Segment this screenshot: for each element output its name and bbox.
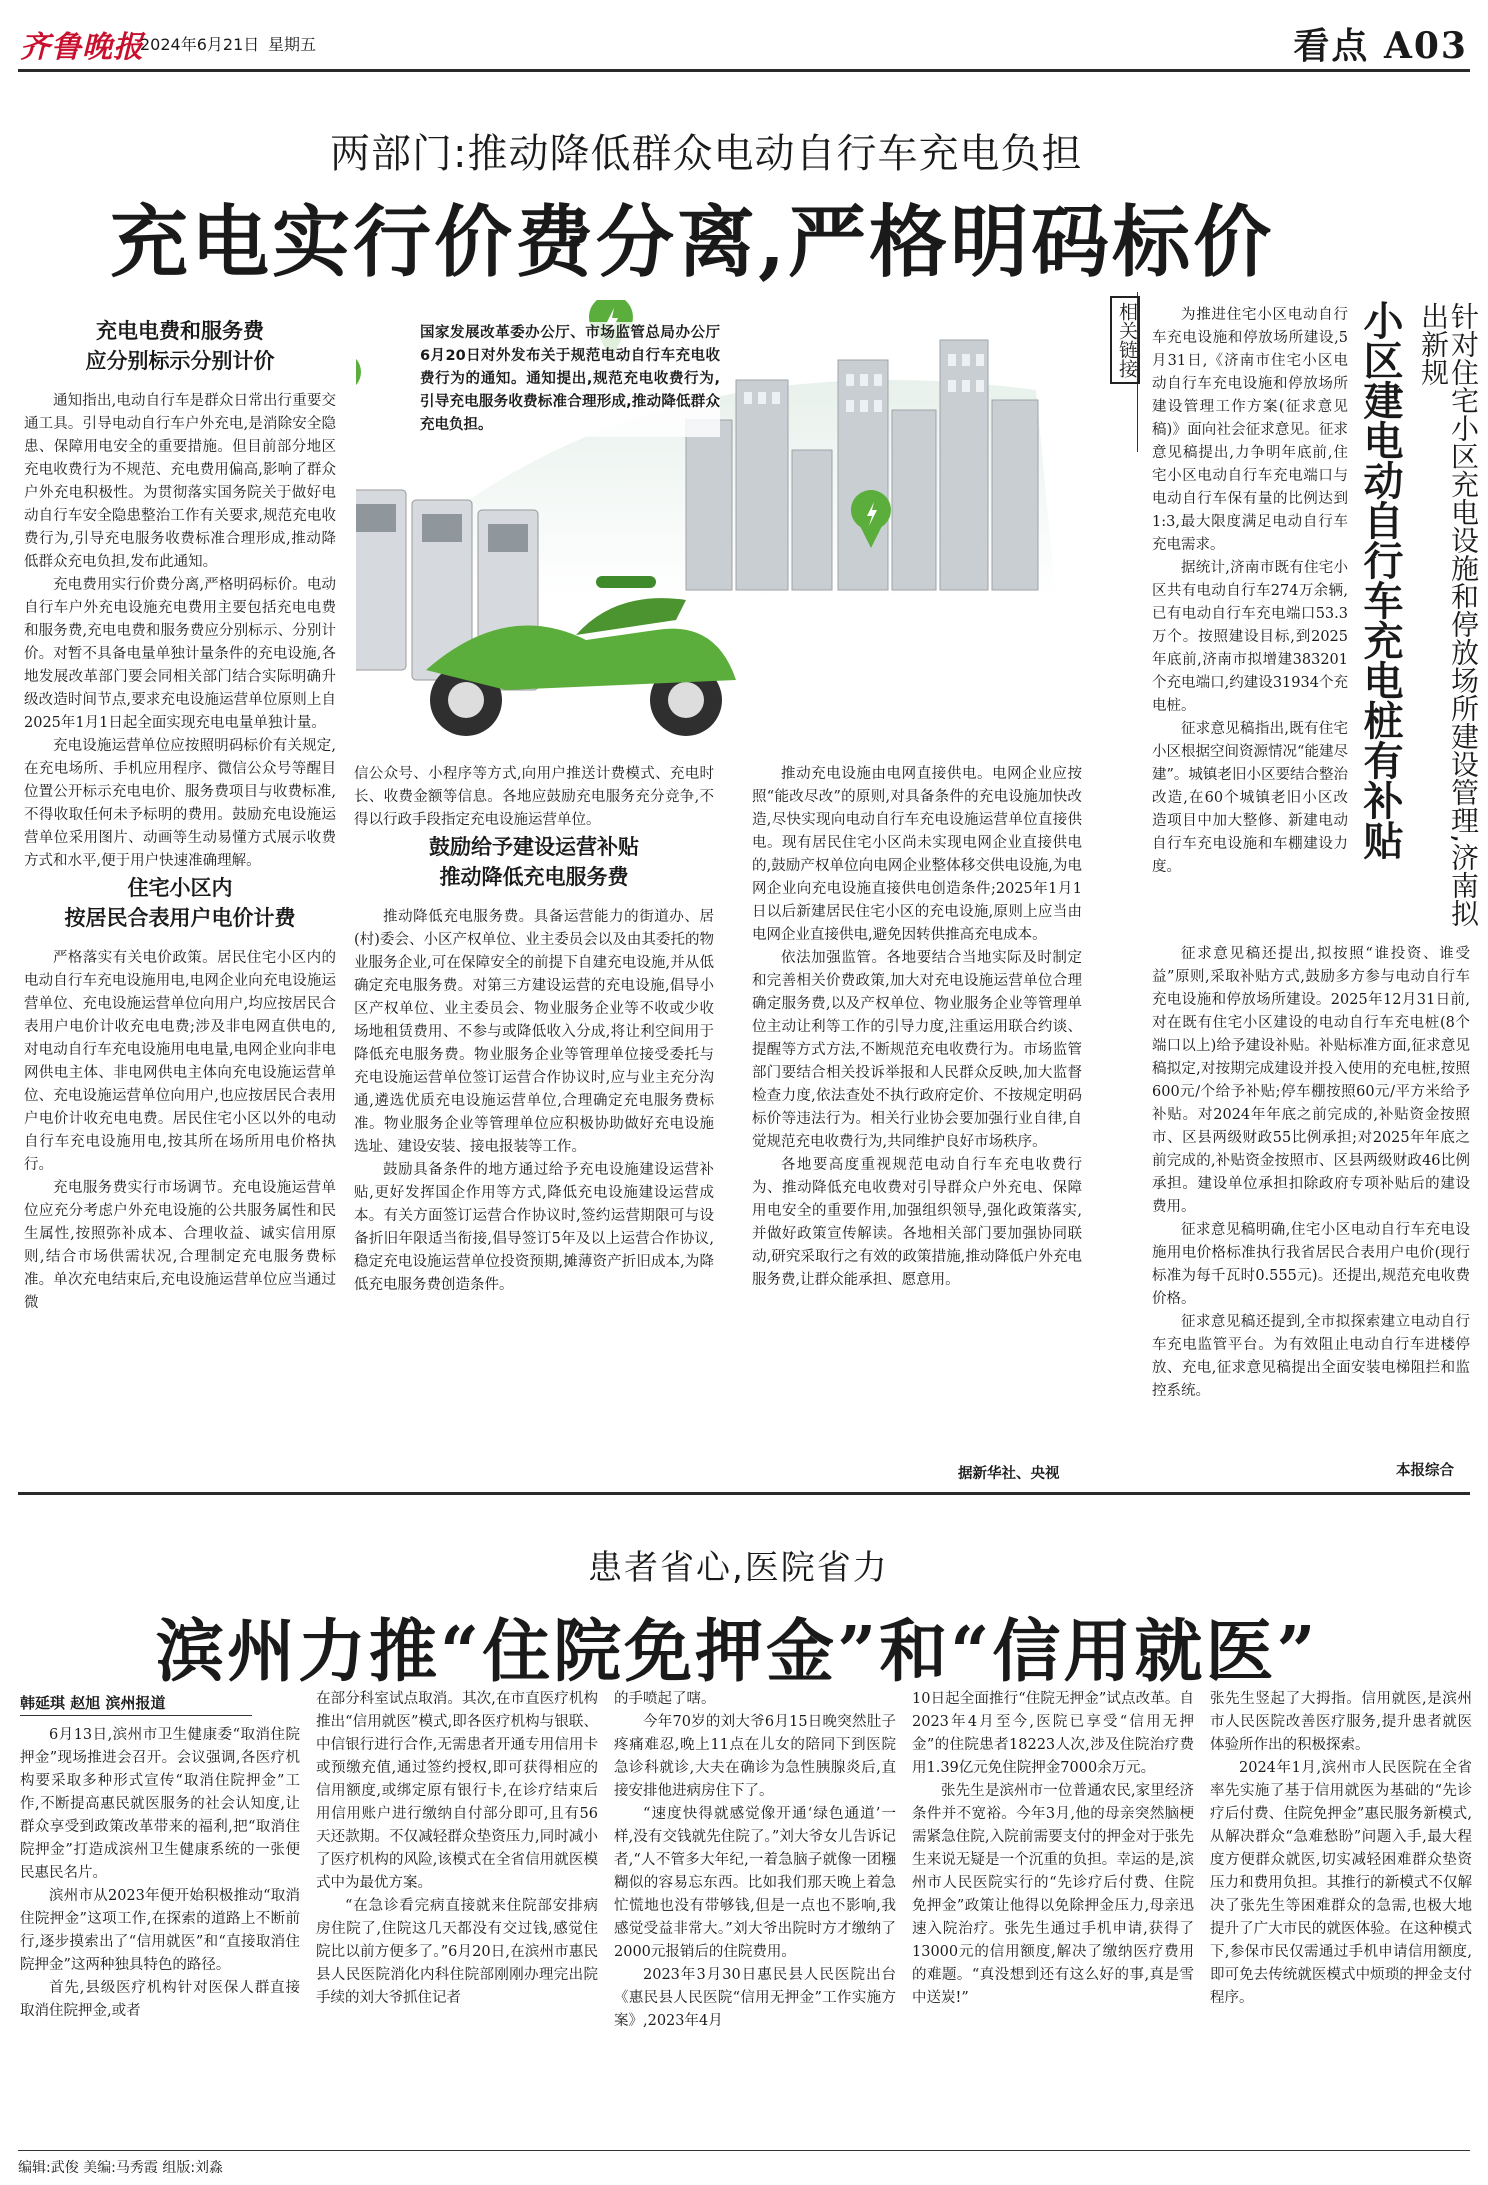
subheading: 住宅小区内 按居民合表用户电价计费 [64,876,296,930]
paragraph: 推动充电设施由电网直接供电。电网企业应按照“能改尽改”的原则,对具备条件的充电设施加快改造,尽快实现向电动自行车充电设施运营单位直接供电。现有居民住宅小区尚未实现电网企业直接供电的,鼓励产权单位向电网企业整体移交供电设施,为电网企业向充电设施直接供电创造条件;2025年1月1日以后新建居民住宅小区的充电设施,原则上应当由电网企业直接供电,避免因转供推高充电成本。 [752,766,1082,943]
paragraph: 在部分科室试点取消。其次,在市直医疗机构推出“信用就医”模式,即各医疗机构与银联、中信银行进行合作,无需患者开通专用信用卡或预缴充值,通过签约授权,即可获得相应的信用额度,或绑定原有银行卡,在诊疗结束后用信用账户进行缴纳自付部分即可,且有56天还款期。不仅减轻群众垫资压力,同时减小了医疗机构的风险,该模式在全省信用就医模式中为最优方案。 [316,1691,598,1891]
paragraph: 通知指出,电动自行车是群众日常出行重要交通工具。引导电动自行车户外充电,是消除安全隐患、保障用电安全的重要措施。但目前部分地区充电收费行为不规范、充电费用偏高,影响了群众户外充电积极性。为贯彻落实国务院关于做好电动自行车安全隐患整治工作有关要求,规范充电收费行为,引导充电服务收费标准合理形成,推动降低群众充电负担,发布此通知。 [24,393,336,570]
newspaper-logo: 齐鲁晚报 [20,30,144,65]
paragraph: 严格落实有关电价政策。居民住宅小区内的电动自行车充电设施用电,电网企业向充电设施运营单位、充电设施运营单位向用户,均应按居民合表用户电价计收充电电费;涉及非电网直供电的,对电动自行车充电设施用电电量,电网企业向非电网供电主体、非电网供电主体向充电设施运营单位、充电设施运营单位向用户,也应按居民合表用户电价计收充电电费。居民住宅小区以外的电动自行车充电设施用电,按其所在场所用电价格执行。 [24,950,336,1173]
article1-column-3 [752,763,1082,1292]
article2-column-2 [316,1688,598,2010]
article2-column-4 [912,1688,1194,2010]
paragraph: 为推进住宅小区电动自行车充电设施和停放场所建设,5月31日,《济南市住宅小区电动自行车充电设施和停放场所建设管理工作方案(征求意见稿)》面向社会征求意见。征求意见稿提出,力争明年底前,住宅小区电动自行车充电端口与电动自行车保有量的比例达到1:3,最大限度满足电动自行车充电需求。 [1152,307,1348,553]
article1-kicker: 两部门:推动降低群众电动自行车充电负担 [330,131,1083,177]
article2-column-5 [1210,1688,1472,2010]
page-footer-credits: 编辑:武俊 美编:马秀霞 组版:刘淼 [18,2150,1470,2177]
paragraph: 充电服务费实行市场调节。充电设施运营单位应充分考虑户外充电设施的公共服务属性和民生属性,按照弥补成本、合理收益、诚实信用原则,结合市场供需状况,合理制定充电服务费标准。单次充电结束后,充电设施运营单位应当通过微 [24,1180,336,1311]
sidebar-source: 本报综合 [1396,1463,1454,1479]
paragraph: 信公众号、小程序等方式,向用户推送计费模式、充电时长、收费金额等信息。各地应鼓励充电服务充分竞争,不得以行政手段指定充电设施运营单位。 [354,766,714,828]
paragraph: 据统计,济南市既有住宅小区共有电动自行车274万余辆,已有电动自行车充电端口53.3万个。按照建设目标,到2025年底前,济南市拟增建383201个充电端口,约建设31934个充电桩。 [1152,560,1348,714]
paragraph: 征求意见稿还提出,拟按照“谁投资、谁受益”原则,采取补贴方式,鼓励多方参与电动自行车充电设施和停放场所建设。2025年12月31日前,对在既有住宅小区建设的电动自行车充电桩(8个端口以上)给予建设补贴。补贴标准方面,征求意见稿拟定,对按期完成建设并投入使用的充电桩,按照600元/个给予补贴;停车棚按照60元/平方米给予补贴。对2024年年底之前完成的,补贴资金按照市、区县两级财政55比例承担;对2025年年底之前完成的,补贴资金按照市、区县两级财政46比例承担。建设单位承担扣除政府专项补贴后的建设费用。 [1152,946,1470,1215]
paragraph: 充电设施运营单位应按照明码标价有关规定,在充电场所、手机应用程序、微信公众号等醒目位置公开标示充电电价、服务费项目与收费标准,不得收取任何未予标明的费用。鼓励充电设施运营单位采用图片、动画等生动易懂方式展示收费方式和水平,便于用户快速准确理解。 [24,738,336,869]
article2-byline: 韩延琪 赵旭 滨州报道 [20,1692,252,1716]
sidebar-column-a [1152,304,1348,879]
paragraph: 各地要高度重视规范电动自行车充电收费行为、推动降低充电收费对引导群众户外充电、保障用电安全的重要作用,加强组织领导,强化政策落实,并做好政策宣传解读。各地相关部门要加强协同联动,研究采取行之有效的政策措施,推动降低户外充电服务费,让群众能承担、愿意用。 [752,1157,1082,1288]
paragraph: 10日起全面推行“住院无押金”试点改革。自2023年4月至今,医院已享受“信用无押金”的住院患者18223人次,涉及住院治疗费用1.39亿元免住院押金7000余万元。 [912,1691,1194,1776]
article1-column-1 [24,316,336,1315]
paragraph: 依法加强监管。各地要结合当地实际及时制定和完善相关价费政策,加大对充电设施运营单位合理确定服务费,以及产权单位、物业服务企业等管理单位主动让利等工作的引导力度,注重运用联合约谈、提醒等方式方法,不断规范充电收费行为。市场监管部门要结合相关投诉举报和人民群众反映,加大监督检查力度,依法查处不执行政府定价、不按规定明码标价等违法行为。相关行业协会要加强行业自律,自觉规范充电收费行为,共同维护良好市场秩序。 [752,950,1082,1150]
article1-source: 据新华社、央视 [958,1466,1060,1482]
subheading: 鼓励给予建设运营补贴 推动降低充电服务费 [429,835,639,889]
sidebar-headline: 小区建电动自行车充电桩有补贴 [1357,300,1404,860]
paragraph: 征求意见稿明确,住宅小区电动自行车充电设施用电价格标准执行我省居民合表用户电价(现行标准为每千瓦时0.555元)。还提出,规范充电收费价格。 [1152,1222,1470,1307]
page-header [18,10,1470,72]
article1-headline: 充电实行价费分离,严格明码标价 [110,197,1275,288]
section-page-label: 看点 A03 [1293,25,1468,67]
issue-weekday: 星期五 [268,35,317,54]
paragraph: 首先,县级医疗机构针对医保人群直接取消住院押金,或者 [20,1980,300,2019]
paragraph: 张先生是滨州市一位普通农民,家里经济条件并不宽裕。今年3月,他的母亲突然脑梗需紧急住院,入院前需要支付的押金对于张先生来说无疑是一个沉重的负担。幸运的是,滨州市人民医院实行的“先诊疗后付费、住院免押金”政策让他得以免除押金压力,母亲迅速入院治疗。张先生通过手机申请,获得了13000元的信用额度,解决了缴纳医疗费用的难题。“真没想到还有这么好的事,真是雪中送炭!” [912,1783,1194,2006]
paragraph: 2024年1月,滨州市人民医院在全省率先实施了基于信用就医为基础的“先诊疗后付费、住院免押金”惠民服务新模式,从解决群众“急难愁盼”问题入手,最大程度方便群众就医,切实减轻困难群众垫资压力和费用负担。其推行的新模式不仅解决了张先生等困难群众的急需,也极大地提升了广大市民的就医体验。在这种模式下,参保市民仅需通过手机申请信用额度,即可免去传统就医模式中烦琐的押金支付程序。 [1210,1760,1472,2006]
article2-column-1 [20,1724,300,2023]
article2-headline: 滨州力推“住院免押金”和“信用就医” [156,1612,1319,1692]
paragraph: 滨州市从2023年便开始积极推动“取消住院押金”这项工作,在探索的道路上不断前行,逐步摸索出了“信用就医”和“直接取消住院押金”这两种独具特色的路径。 [20,1888,300,1973]
paragraph: 鼓励具备条件的地方通过给予充电设施建设运营补贴,更好发挥国企作用等方式,降低充电设施建设运营成本。有关方面签订运营合作协议时,签约运营期限可与设备折旧年限适当衔接,倡导签订5年及以上运营合作协议,稳定充电设施运营单位投资预期,摊薄资产折旧成本,为降低充电服务费创造条件。 [354,1162,714,1293]
paragraph: “在急诊看完病直接就来住院部安排病房住院了,住院这几天都没有交过钱,感觉住院比以前方便多了。”6月20日,在滨州市惠民县人民医院消化内科住院部刚刚办理完出院手续的刘大爷抓住记者 [316,1898,598,2006]
related-links-label: 相关链接 [1110,296,1140,384]
paragraph: 推动降低充电服务费。具备运营能力的街道办、居(村)委会、小区产权单位、业主委员会以及由其委托的物业服务企业,可在保障安全的前提下自建充电设施,并从低确定充电服务费。对第三方建设运营的充电设施,倡导小区产权单位、业主委员会、物业服务企业等不收或少收场地租赁费用、不参与或降低收入分成,将让利空间用于降低充电服务费。物业服务企业等管理单位接受委托与充电设施运营单位签订运营合作协议时,应与业主充分沟通,遴选优质充电设施运营单位,合理确定充电服务费标准。物业服务企业等管理单位应积极协助做好充电设施选址、建设安装、接电报装等工作。 [354,909,714,1155]
paragraph: 充电费用实行价费分离,严格明码标价。电动自行车户外充电设施充电费用主要包括充电电费和服务费,充电电费和服务费应分别标示、分别计价。对暂不具备电量单独计量条件的充电设施,各地发展改革部门要会同相关部门结合实际明确升级改造时间节点,要求充电设施运营单位原则上自2025年1月1日起全面实现充电电量单独计量。 [24,577,336,731]
article1-intro: 国家发展改革委办公厅、市场监管总局办公厅6月20日对外发布关于规范电动自行车充电收费行为的通知。通知提出,规范充电收费行为,引导充电服务收费标准合理形成,推动降低群众充电负担。 [420,322,720,437]
paragraph: 征求意见稿还提到,全市拟探索建立电动自行车充电监管平台。为有效阻止电动自行车进楼停放、充电,征求意见稿提出全面安装电梯阻拦和监控系统。 [1152,1314,1470,1399]
section-divider [18,1492,1470,1495]
paragraph: 6月13日,滨州市卫生健康委“取消住院押金”现场推进会召开。会议强调,各医疗机构要采取多种形式宣传“取消住院押金”工作,不断提高惠民就医服务的社会认知度,让群众享受到政策改革带来的福利,把“取消住院押金”打造成滨州卫生健康系统的一张便民惠民名片。 [20,1727,300,1881]
paragraph: 的手喷起了嗐。 [614,1691,716,1707]
paragraph: “速度快得就感觉像开通‘绿色通道’一样,没有交钱就先住院了。”刘大爷女儿告诉记者,“人不管多大年纪,一着急脑子就像一团糨糊似的容易忘东西。比如我们那天晚上着急忙慌地也没有带够钱,但是一点也不影响,我感觉受益非常大。”刘大爷出院时方才缴纳了2000元报销后的住院费用。 [614,1806,896,1960]
article1-column-2 [354,763,714,1297]
paragraph: 今年70岁的刘大爷6月15日晚突然肚子疼痛难忍,晚上11点在儿女的陪同下到医院急诊科就诊,大夫在确诊为急性胰腺炎后,直接安排他进病房住下了。 [614,1714,896,1799]
subheading: 充电电费和服务费 应分别标示分别计价 [85,319,275,373]
sidebar-kicker: 针对住宅小区充电设施和停放场所建设管理,济南拟出新规 [1417,302,1480,927]
article2-kicker: 患者省心,医院省力 [588,1548,889,1588]
paragraph: 张先生竖起了大拇指。信用就医,是滨州市人民医院改善医疗服务,提升患者就医体验所作出的积极探索。 [1210,1691,1472,1753]
article2-column-3 [614,1688,896,2033]
paragraph: 征求意见稿指出,既有住宅小区根据空间资源情况“能建尽建”。城镇老旧小区要结合整治改造,在60个城镇老旧小区改造项目中加大整修、新建电动自行车充电设施和车棚建设力度。 [1152,721,1348,875]
issue-date: 2024年6月21日 [140,35,260,54]
paragraph: 2023年3月30日惠民县人民医院出台《惠民县人民医院“信用无押金”工作实施方案》,2023年4月 [614,1967,896,2029]
sidebar-column-b [1152,943,1470,1403]
